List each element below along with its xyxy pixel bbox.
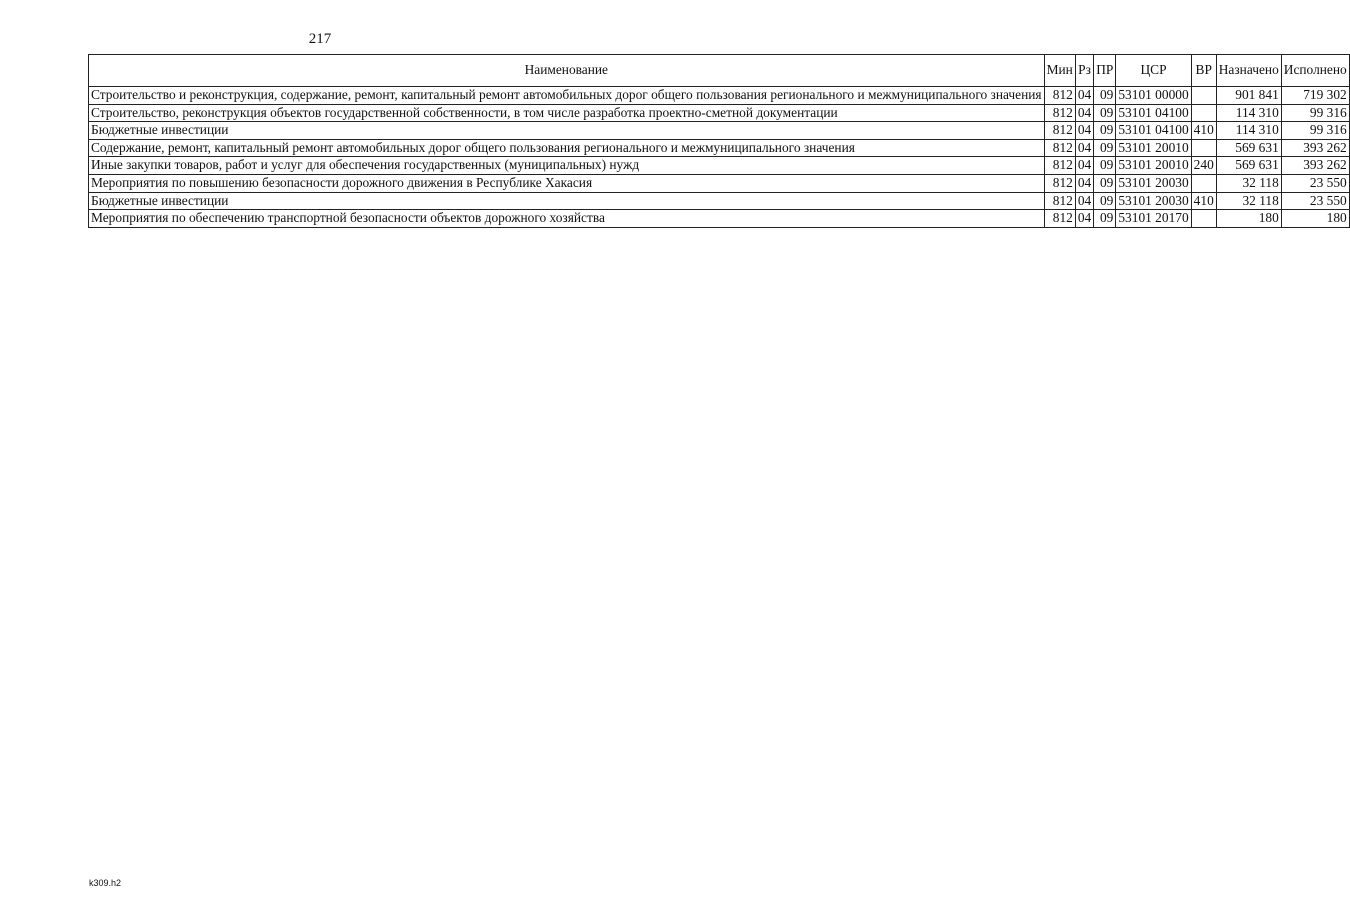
row-rz: 04 [1075, 122, 1093, 140]
table-row [89, 122, 1350, 140]
header-vr: ВР [1191, 55, 1216, 87]
row-rz: 04 [1075, 174, 1093, 192]
row-executed: 23 550 [1281, 174, 1349, 192]
row-vr [1191, 104, 1216, 122]
row-csr: 53101 04100 [1116, 104, 1191, 122]
row-csr: 53101 20170 [1116, 210, 1191, 228]
row-csr: 53101 00000 [1116, 87, 1191, 105]
row-pr: 09 [1094, 139, 1116, 157]
row-assigned: 901 841 [1216, 87, 1281, 105]
header-pr: ПР [1094, 55, 1116, 87]
header-name: Наименование [89, 55, 1045, 87]
table-header-row [89, 55, 1350, 87]
row-name: Бюджетные инвестиции [89, 192, 1045, 210]
row-executed: 99 316 [1281, 104, 1349, 122]
row-assigned: 32 118 [1216, 174, 1281, 192]
row-min: 812 [1044, 174, 1075, 192]
row-csr: 53101 20030 [1116, 174, 1191, 192]
row-min: 812 [1044, 210, 1075, 228]
row-name: Содержание, ремонт, капитальный ремонт автомобильных дорог общего пользования регионального и межмуниципального значения [89, 139, 1045, 157]
row-rz: 04 [1075, 157, 1093, 175]
row-rz: 04 [1075, 192, 1093, 210]
row-rz: 04 [1075, 104, 1093, 122]
row-min: 812 [1044, 192, 1075, 210]
row-vr [1191, 87, 1216, 105]
row-executed: 180 [1281, 210, 1349, 228]
row-vr: 240 [1191, 157, 1216, 175]
row-csr: 53101 20010 [1116, 157, 1191, 175]
row-min: 812 [1044, 87, 1075, 105]
row-vr [1191, 210, 1216, 228]
header-rz: Рз [1075, 55, 1093, 87]
row-name: Иные закупки товаров, работ и услуг для обеспечения государственных (муниципальных) нужд [89, 157, 1045, 175]
row-min: 812 [1044, 157, 1075, 175]
row-name: Строительство и реконструкция, содержание, ремонт, капитальный ремонт автомобильных дорог общего пользования регионального и межмуниципального значения [89, 87, 1045, 105]
row-name: Мероприятия по обеспечению транспортной безопасности объектов дорожного хозяйства [89, 210, 1045, 228]
table-row [89, 104, 1350, 122]
row-assigned: 32 118 [1216, 192, 1281, 210]
row-pr: 09 [1094, 122, 1116, 140]
table-row [89, 157, 1350, 175]
row-pr: 09 [1094, 210, 1116, 228]
row-assigned: 180 [1216, 210, 1281, 228]
header-executed: Исполнено [1281, 55, 1349, 87]
row-name: Мероприятия по повышению безопасности дорожного движения в Республике Хакасия [89, 174, 1045, 192]
table-row [89, 192, 1350, 210]
page-number: 217 [308, 31, 332, 47]
row-pr: 09 [1094, 87, 1116, 105]
row-pr: 09 [1094, 174, 1116, 192]
footer-code: k309.h2 [89, 878, 122, 888]
row-executed: 393 262 [1281, 157, 1349, 175]
row-executed: 23 550 [1281, 192, 1349, 210]
row-rz: 04 [1075, 210, 1093, 228]
header-csr: ЦСР [1116, 55, 1191, 87]
row-assigned: 114 310 [1216, 104, 1281, 122]
row-pr: 09 [1094, 192, 1116, 210]
row-min: 812 [1044, 139, 1075, 157]
budget-table [88, 54, 1350, 228]
row-name: Строительство, реконструкция объектов государственной собственности, в том числе разработка проектно-сметной документации [89, 104, 1045, 122]
row-vr [1191, 139, 1216, 157]
header-assigned: Назначено [1216, 55, 1281, 87]
table-row [89, 174, 1350, 192]
row-executed: 393 262 [1281, 139, 1349, 157]
row-executed: 99 316 [1281, 122, 1349, 140]
row-assigned: 114 310 [1216, 122, 1281, 140]
row-min: 812 [1044, 104, 1075, 122]
row-name: Бюджетные инвестиции [89, 122, 1045, 140]
row-assigned: 569 631 [1216, 157, 1281, 175]
row-pr: 09 [1094, 104, 1116, 122]
table-row [89, 139, 1350, 157]
row-pr: 09 [1094, 157, 1116, 175]
table-row [89, 210, 1350, 228]
table-row [89, 87, 1350, 105]
row-executed: 719 302 [1281, 87, 1349, 105]
row-rz: 04 [1075, 139, 1093, 157]
row-csr: 53101 04100 [1116, 122, 1191, 140]
header-min: Мин [1044, 55, 1075, 87]
row-assigned: 569 631 [1216, 139, 1281, 157]
row-csr: 53101 20030 [1116, 192, 1191, 210]
row-vr: 410 [1191, 122, 1216, 140]
row-rz: 04 [1075, 87, 1093, 105]
row-csr: 53101 20010 [1116, 139, 1191, 157]
row-vr [1191, 174, 1216, 192]
row-min: 812 [1044, 122, 1075, 140]
row-vr: 410 [1191, 192, 1216, 210]
